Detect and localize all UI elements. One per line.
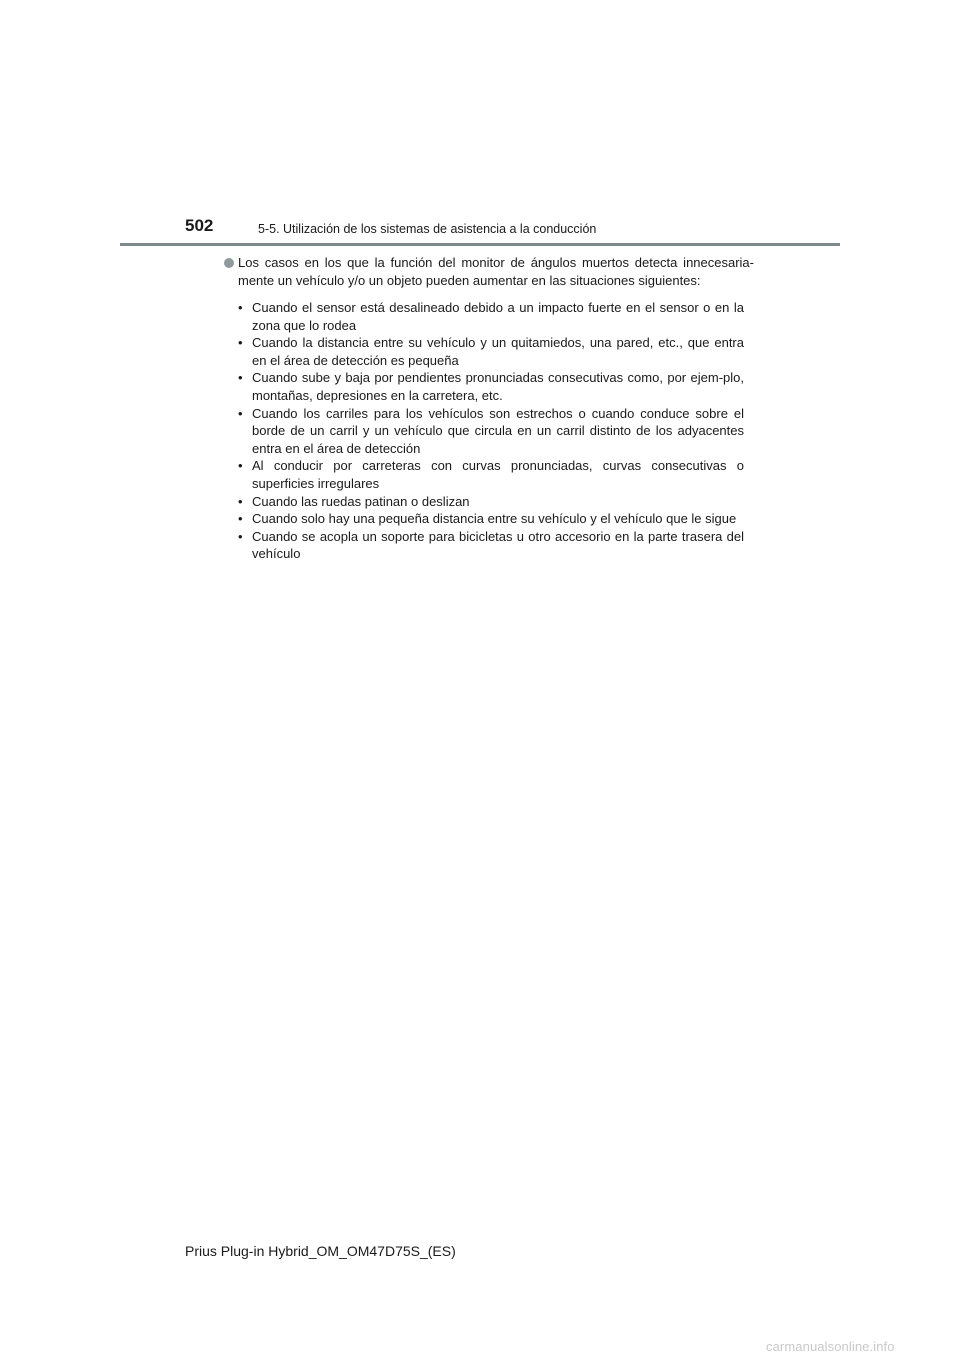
list-item [238,334,744,369]
circle-bullet-icon [224,258,234,268]
list-item [238,299,744,334]
list-item-text: Cuando sube y baja por pendientes pronunciadas consecutivas como, por ejem-plo, montañas, depresiones en la carretera, etc. [252,370,744,403]
list-item-text: Al conducir por carreteras con curvas pronunciadas, curvas consecutivas o superficies irregulares [252,458,744,491]
list-item-text: Cuando se acopla un soporte para bicicletas u otro accesorio en la parte trasera del vehículo [252,528,744,562]
dot-bullet-icon: • [238,493,243,509]
watermark: carmanualsonline.info [766,1339,895,1354]
footer-doc-id: Prius Plug-in Hybrid_OM_OM47D75S_(ES) [185,1243,456,1259]
main-bullet-item [224,254,754,563]
list-item [238,457,744,492]
list-item-text: Cuando solo hay una pequeña distancia entre su vehículo y el vehículo que le sigue [252,511,737,527]
dot-bullet-icon: • [238,511,243,527]
header-divider [120,243,840,246]
list-item [238,510,744,528]
section-title: 5-5. Utilización de los sistemas de asistencia a la conducción [258,222,597,236]
list-item [238,528,744,563]
dot-bullet-icon: • [238,458,243,474]
intro-paragraph: Los casos en los que la función del monitor de ángulos muertos detecta innecesaria-mente un vehículo y/o un objeto pueden aumentar en las situaciones siguientes: [238,255,754,288]
situation-list [238,299,744,563]
dot-bullet-icon: • [238,335,243,351]
list-item-text: Cuando la distancia entre su vehículo y un quitamiedos, una pared, etc., que entra en el área de detección es pequeña [252,335,744,368]
list-item [238,405,744,458]
dot-bullet-icon: • [238,370,243,386]
list-item-text: Cuando las ruedas patinan o deslizan [252,493,470,509]
dot-bullet-icon: • [238,528,243,544]
list-item [238,369,744,404]
list-item [238,493,744,511]
dot-bullet-icon: • [238,405,243,421]
list-item-text: Cuando los carriles para los vehículos son estrechos o cuando conduce sobre el borde de un carril y un vehículo que circula en un carril distinto de los adyacentes entra en el área de detección [252,405,744,456]
dot-bullet-icon: • [238,300,243,315]
list-item-text: Cuando el sensor está desalineado debido a un impacto fuerte en el sensor o en la zona que lo rodea [252,300,744,333]
page-number: 502 [185,216,214,235]
